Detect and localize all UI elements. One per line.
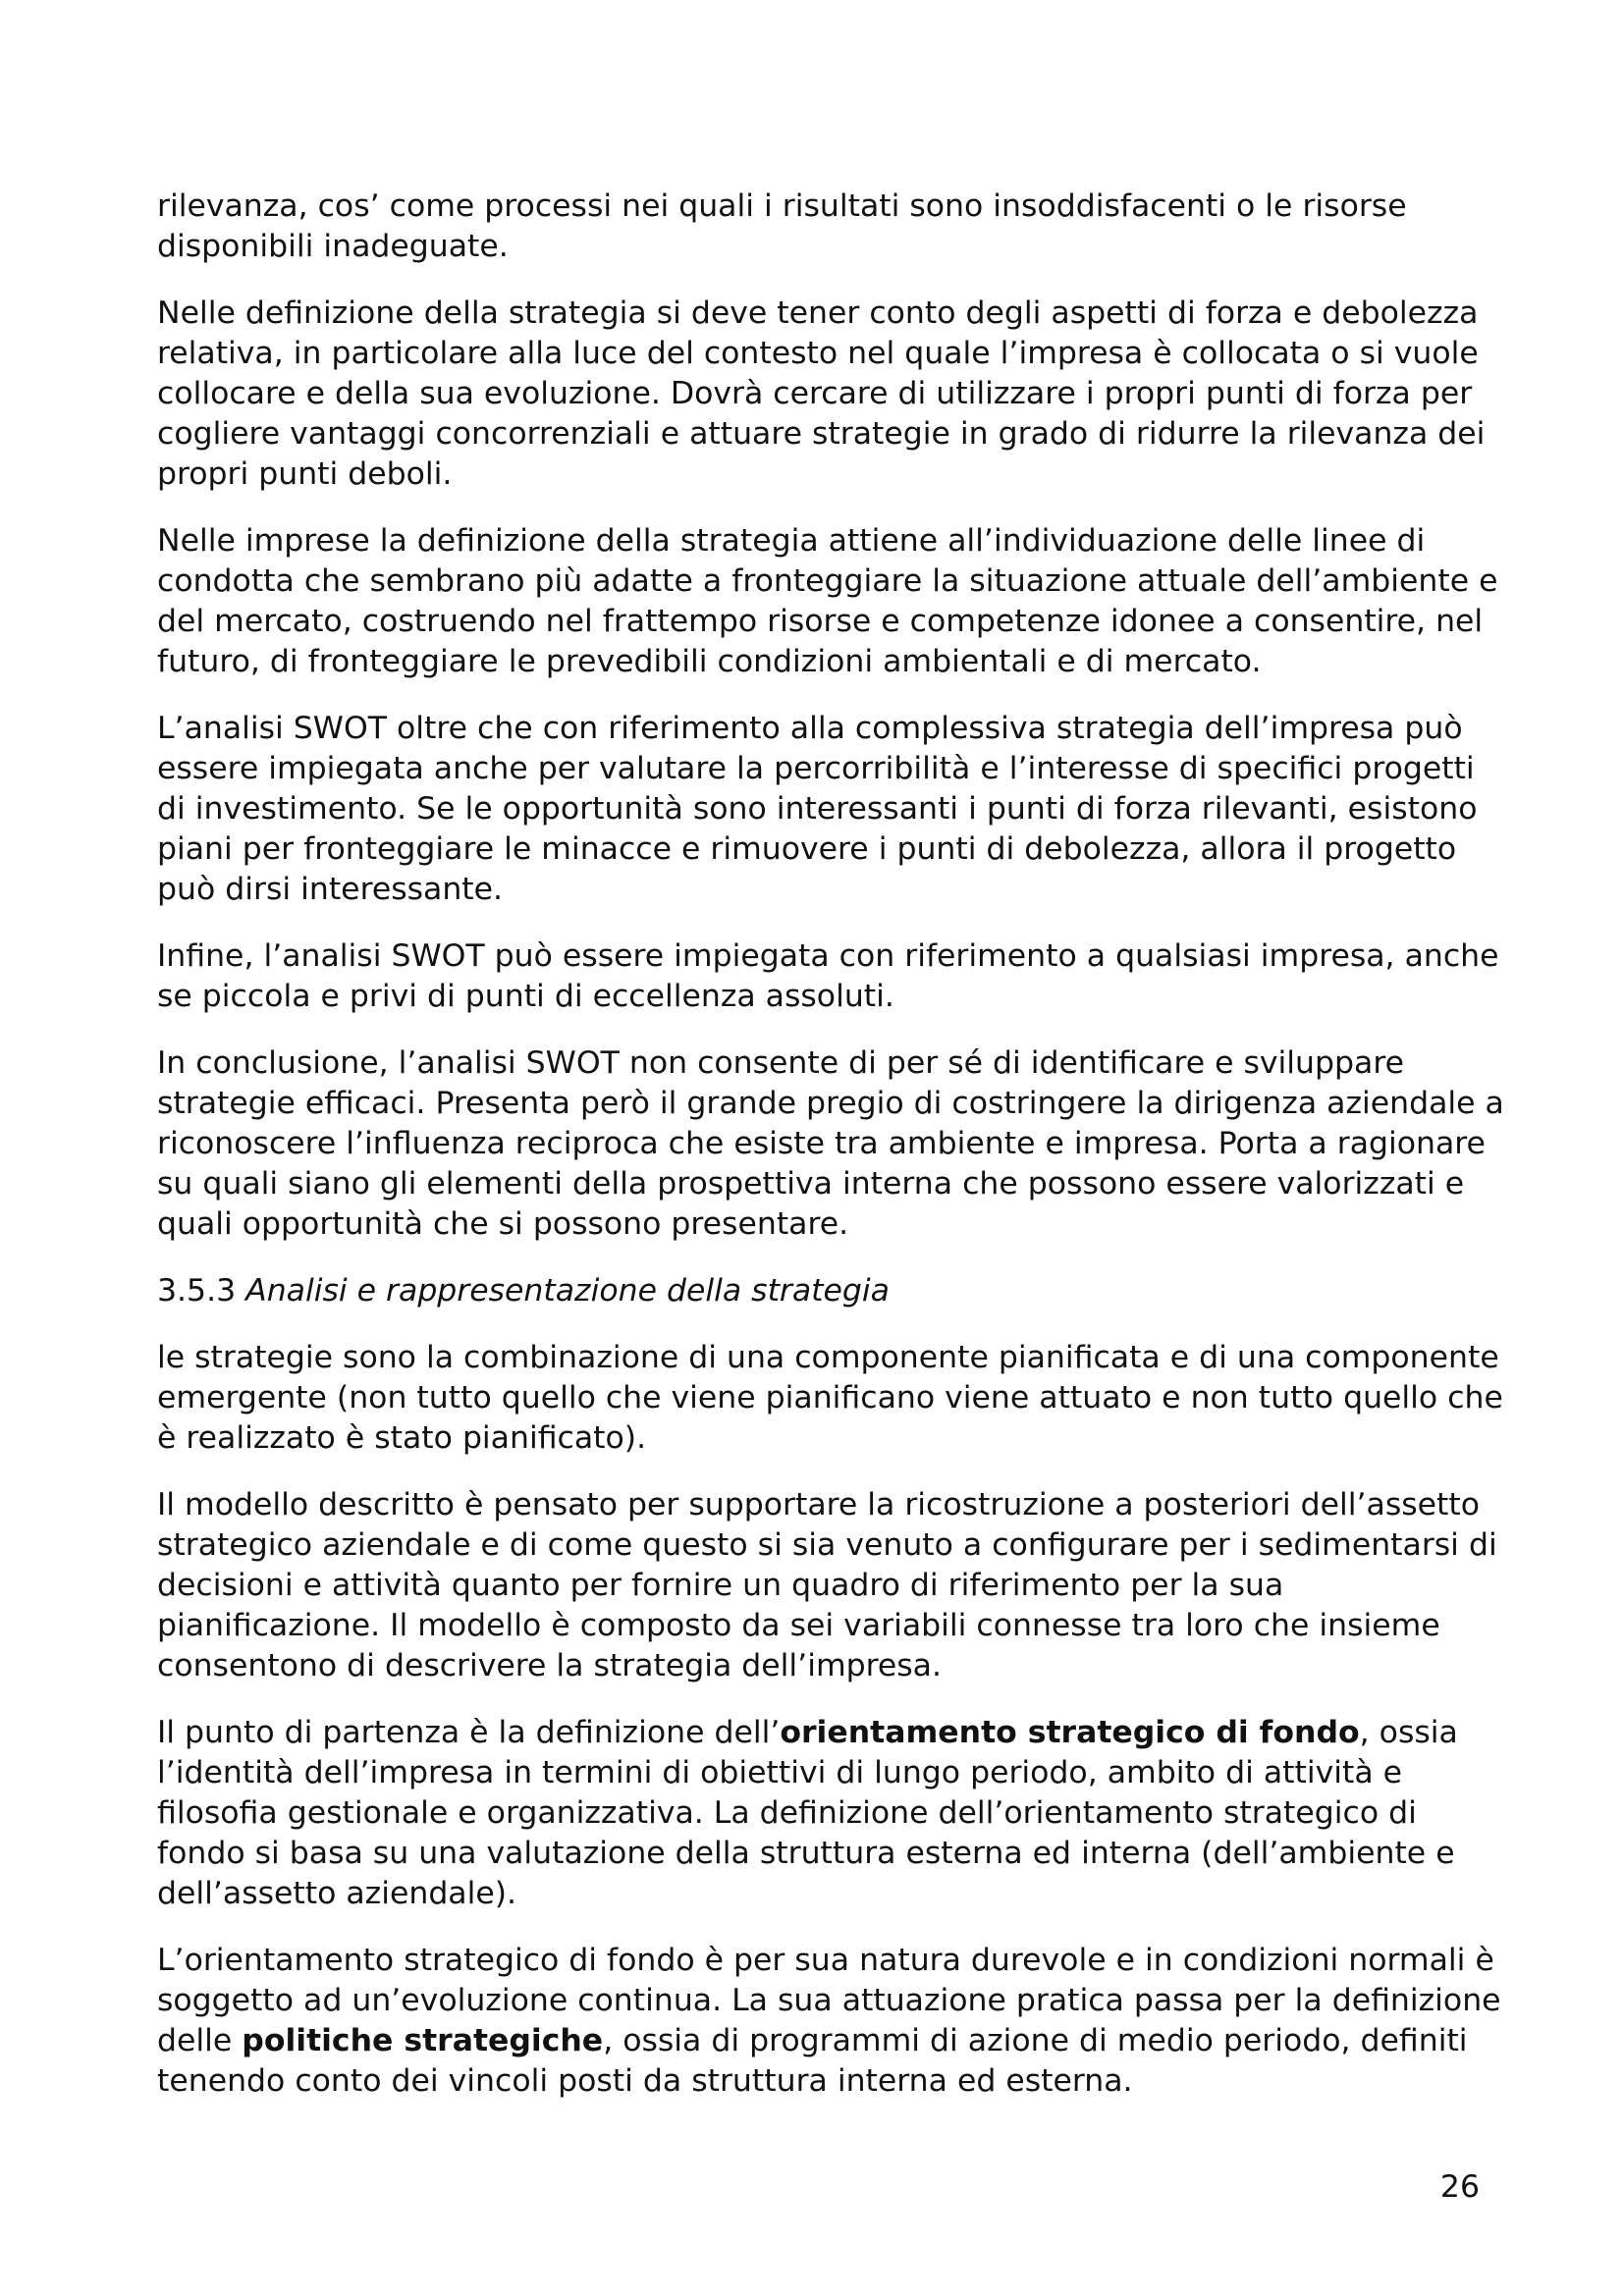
section-heading — [157, 1271, 1478, 1311]
text-line: soggetto ad un’evoluzione continua. La sua attuazione pratica passa per la definizione — [157, 1983, 1501, 2018]
paragraph-orientamento — [157, 1713, 1478, 1914]
text-line: Nelle imprese la definizione della strategia attiene all’individuazione delle linee di — [157, 523, 1426, 559]
text-line: relativa, in particolare alla luce del contesto nel quale l’impresa è collocata o si vuole — [157, 336, 1479, 371]
text-line: dell’assetto aziendale). — [157, 1876, 517, 1911]
paragraph-modello — [157, 1485, 1497, 1686]
text-line: strategico aziendale e di come questo si sia venuto a configurare per i sedimentarsi di — [157, 1527, 1497, 1563]
text-line: disponibili inadeguate. — [157, 229, 509, 264]
document-body — [157, 187, 1504, 2128]
text-run: Il punto di partenza è la definizione dell’ — [157, 1715, 781, 1750]
paragraph-rilevanza — [157, 187, 1478, 267]
text-line: fondo si basa su una valutazione della struttura esterna ed interna (dell’ambiente e — [157, 1836, 1455, 1871]
text-line: pianificazione. Il modello è composto da sei variabili connesse tra loro che insieme — [157, 1608, 1440, 1643]
text-line: Nelle definizione della strategia si deve tener conto degli aspetti di forza e debolezza — [157, 295, 1479, 331]
text-line: L’analisi SWOT oltre che con riferimento alla complessiva strategia dell’impresa può — [157, 711, 1463, 746]
text-line: su quali siano gli elementi della prospettiva interna che possono essere valorizzati e — [157, 1166, 1465, 1201]
paragraph-imprese — [157, 521, 1498, 682]
paragraph-definizione-strategia — [157, 294, 1486, 495]
text-line: tenendo conto dei vincoli posti da struttura interna ed esterna. — [157, 2063, 1133, 2099]
text-line: essere impiegata anche per valutare la percorribilità e l’interesse di specifici progetti — [157, 751, 1475, 786]
text-line: futuro, di fronteggiare le prevedibili condizioni ambientali e di mercato. — [157, 644, 1262, 679]
paragraph-swot-progetti — [157, 709, 1478, 910]
text-run: , ossia — [1359, 1715, 1458, 1750]
text-line: piani per fronteggiare le minacce e rimuovere i punti di debolezza, allora il progetto — [157, 831, 1457, 867]
text-line: strategie efficaci. Presenta però il grande pregio di costringere la dirigenza aziendale a — [157, 1086, 1504, 1121]
text-line: In conclusione, l’analisi SWOT non consente di per sé di identificare e sviluppare — [157, 1045, 1404, 1081]
text-line: Il modello descritto è pensato per supportare la ricostruzione a posteriori dell’assetto — [157, 1487, 1481, 1522]
bold-term-politiche: politiche strategiche — [242, 2023, 604, 2058]
text-line: emergente (non tutto quello che viene pianificano viene attuato e non tutto quello che — [157, 1380, 1503, 1415]
text-line — [157, 2021, 1478, 2061]
text-line: di investimento. Se le opportunità sono interessanti i punti di forza rilevanti, esistono — [157, 791, 1478, 827]
text-line: Infine, l’analisi SWOT può essere impiegata con riferimento a qualsiasi impresa, anche — [157, 938, 1499, 974]
paragraph-politiche — [157, 1941, 1501, 2102]
text-run: delle — [157, 2023, 243, 2058]
bold-term-orientamento: orientamento strategico di fondo — [780, 1715, 1360, 1750]
text-line: filosofia gestionale e organizzativa. La definizione dell’orientamento strategico di — [157, 1795, 1417, 1831]
paragraph-conclusione — [157, 1043, 1504, 1245]
text-line: consentono di descrivere la strategia dell’impresa. — [157, 1648, 942, 1683]
text-line: quali opportunità che si possono presentare. — [157, 1206, 849, 1242]
text-line: decisioni e attività quanto per fornire un quadro di riferimento per la sua — [157, 1568, 1284, 1603]
section-title: Analisi e rappresentazione della strategia — [245, 1273, 890, 1308]
text-line: è realizzato è stato pianificato). — [157, 1420, 647, 1456]
text-line: può dirsi interessante. — [157, 872, 504, 907]
paragraph-infine — [157, 936, 1499, 1017]
text-run: , ossia di programmi di azione di medio periodo, definiti — [603, 2023, 1468, 2058]
text-line: L’orientamento strategico di fondo è per sua natura durevole e in condizioni normali è — [157, 1943, 1494, 1978]
paragraph-strategie-combinazione — [157, 1338, 1503, 1459]
text-line: se piccola e privi di punti di eccellenza assoluti. — [157, 979, 894, 1014]
text-line: cogliere vantaggi concorrenziali e attuare strategie in grado di ridurre la rilevanza dei — [157, 416, 1486, 452]
page-number: 26 — [1439, 2169, 1480, 2205]
text-line: collocare e della sua evoluzione. Dovrà cercare di utilizzare i propri punti di forza per — [157, 376, 1473, 411]
text-line: riconoscere l’influenza reciproca che esiste tra ambiente e impresa. Porta a ragionare — [157, 1126, 1486, 1161]
text-line: l’identità dell’impresa in termini di obiettivi di lungo periodo, ambito di attività e — [157, 1755, 1403, 1790]
text-line — [157, 1713, 1478, 1753]
text-line: rilevanza, cos’ come processi nei quali i risultati sono insoddisfacenti o le risorse — [157, 188, 1407, 224]
section-number: 3.5.3 — [157, 1273, 237, 1308]
text-line: condotta che sembrano più adatte a fronteggiare la situazione attuale dell’ambiente e — [157, 563, 1498, 599]
text-line: del mercato, costruendo nel frattempo risorse e competenze idonee a consentire, nel — [157, 604, 1484, 639]
text-line: le strategie sono la combinazione di una componente pianificata e di una componente — [157, 1340, 1499, 1375]
text-line: propri punti deboli. — [157, 456, 453, 492]
